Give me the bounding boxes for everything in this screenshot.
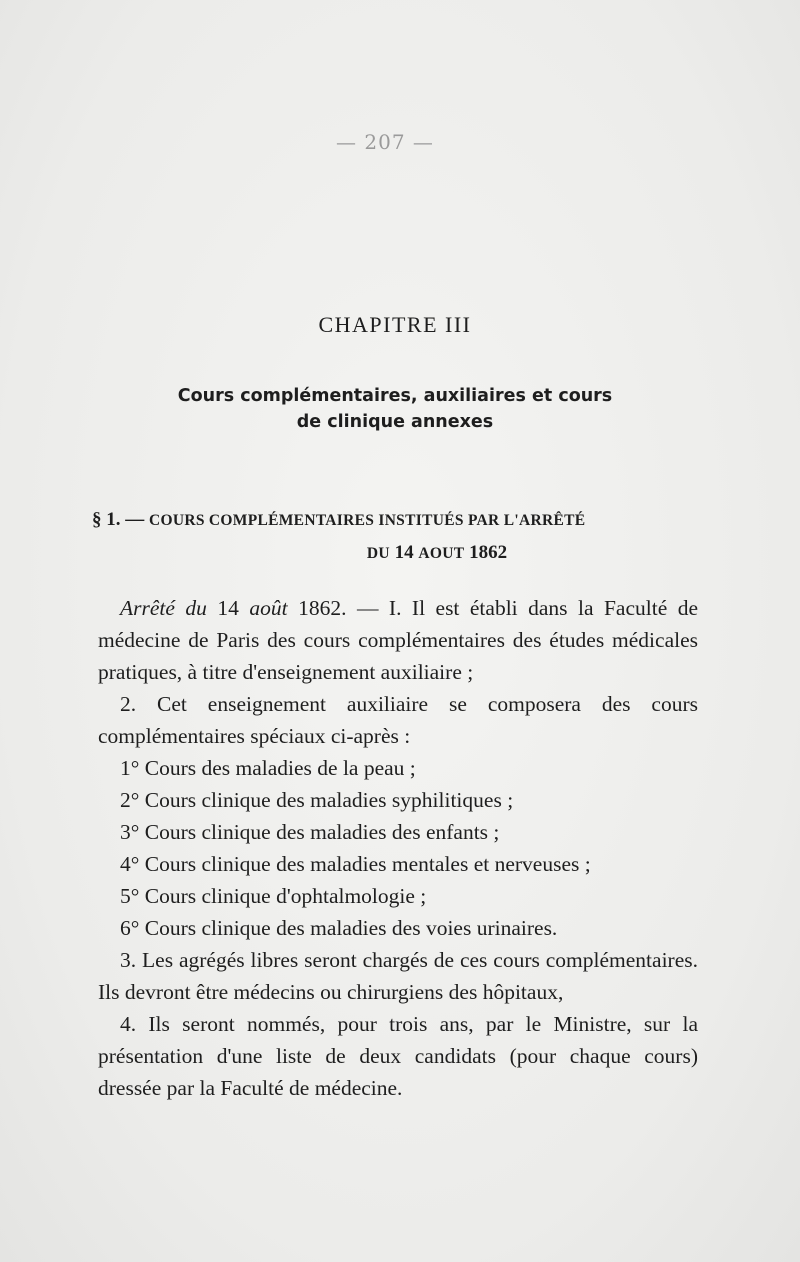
- article-1-italic: Arrêté du: [120, 596, 207, 620]
- article-1-day: 14: [217, 596, 239, 620]
- paragraph-heading-du: DU: [366, 545, 390, 562]
- section-heading: [110, 383, 680, 435]
- paragraph-heading-text: COURS COMPLÉMENTAIRES INSTITUÉS PAR L'ARRÊTÉ: [149, 512, 586, 529]
- list-item: 1° Cours des maladies de la peau ;: [120, 756, 416, 780]
- list-item: 2° Cours clinique des maladies syphilitiques ;: [120, 788, 514, 812]
- body-text: [98, 592, 698, 1104]
- list-item: 3° Cours clinique des maladies des enfants ;: [120, 820, 500, 844]
- article-4: 4. Ils seront nommés, pour trois ans, par le Ministre, sur la présentation d'une liste de deux candidats (pour chaque cours) dressée par la Faculté de médecine.: [98, 1012, 698, 1100]
- article-3: 3. Les agrégés libres seront chargés de ces cours complémentaires. Ils devront être médecins ou chirurgiens des hôpitaux,: [98, 948, 698, 1004]
- article-2: 2. Cet enseignement auxiliaire se composera des cours complémentaires spéciaux ci-après :: [98, 692, 698, 748]
- section-heading-line1: Cours complémentaires, auxiliaires et cours: [177, 386, 613, 406]
- section-heading-line2: de clinique annexes: [296, 412, 494, 432]
- article-1: [98, 592, 698, 688]
- list-item: 6° Cours clinique des maladies des voies urinaires.: [120, 916, 558, 940]
- paragraph-heading-month: AOUT: [418, 545, 465, 562]
- article-1-text: 1862. — I. Il est établi dans la Faculté de médecine de Paris des cours complémentaires des études médicales pratiques, à titre d'enseignement auxiliaire ;: [98, 596, 699, 684]
- chapter-title: CHAPITRE III: [318, 312, 472, 337]
- paragraph-heading-year: 1862: [469, 542, 508, 563]
- list-item: 4° Cours clinique des maladies mentales et nerveuses ;: [120, 852, 591, 876]
- list-item: 5° Cours clinique d'ophtalmologie ;: [120, 884, 427, 908]
- article-1-month: août: [249, 596, 288, 620]
- paragraph-heading: [92, 504, 702, 570]
- paragraph-heading-line2: [92, 537, 702, 570]
- paragraph-heading-line1: [92, 504, 702, 537]
- paragraph-number: § 1. —: [92, 509, 145, 530]
- page-number: — 207 —: [336, 130, 434, 154]
- paragraph-heading-day: 14: [394, 542, 414, 563]
